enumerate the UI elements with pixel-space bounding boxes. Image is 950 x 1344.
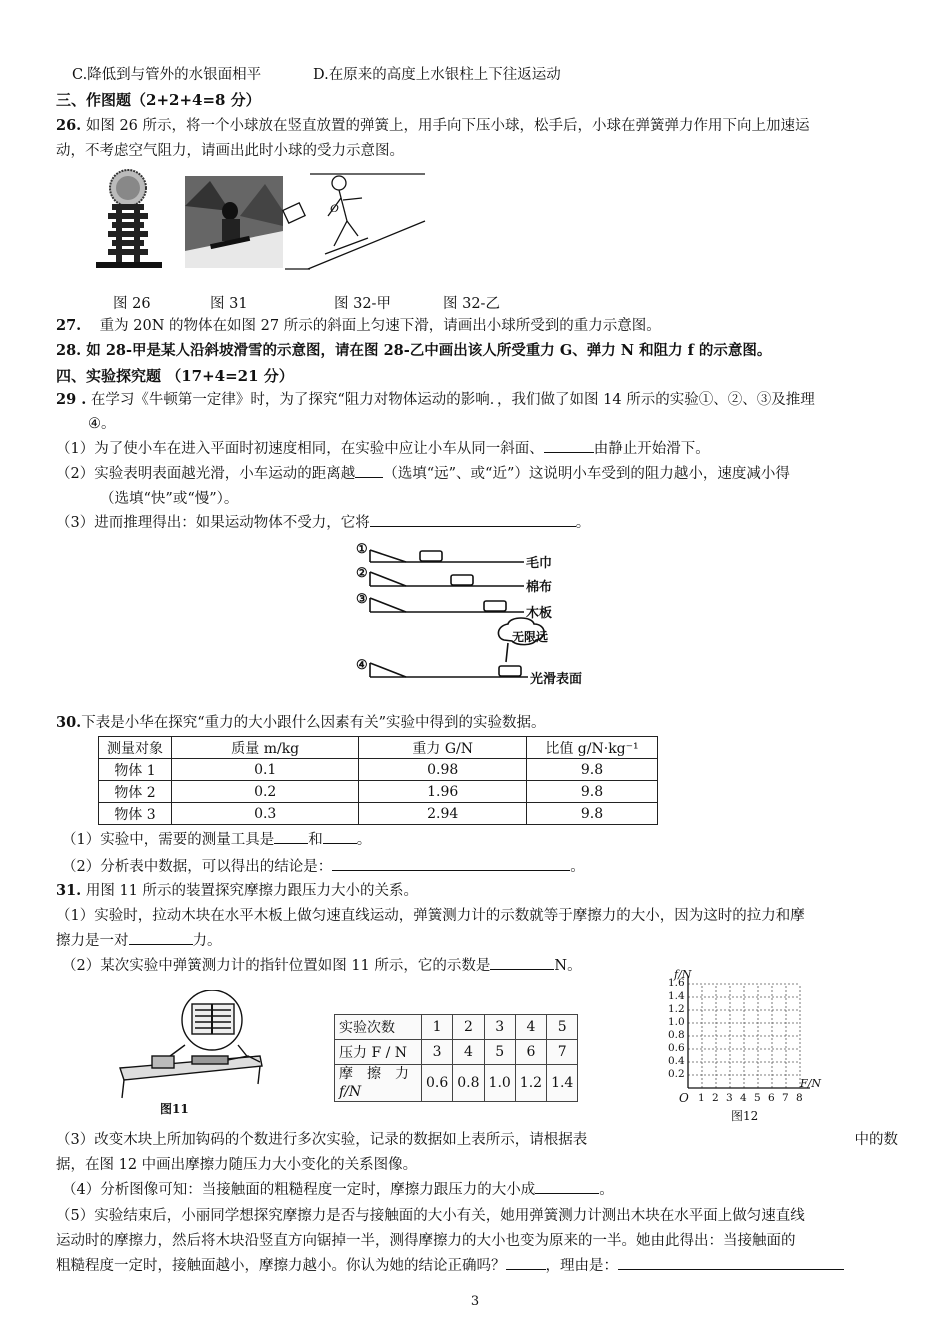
q31-part3-text: （3）改变木块上所加钩码的个数进行多次实验，记录的数据如上表所示，请根据表 (56, 1132, 588, 1148)
q30-intro (56, 712, 898, 734)
q31-part3-right: 中的数 (854, 1132, 898, 1148)
table-row (335, 1015, 578, 1040)
q31-part5-reason: ，理由是： (545, 1258, 618, 1274)
table-cell: 4 (515, 1015, 546, 1040)
q28-number: 28. (56, 342, 82, 359)
q31-blank-2[interactable] (490, 955, 554, 970)
table-cell: 物体 1 (99, 759, 172, 781)
table-cell: 3 (422, 1040, 453, 1065)
q30-blank-3[interactable] (332, 856, 570, 871)
q30-part1-tail: 。 (356, 832, 372, 848)
q29-text-1: 在学习《牛顿第一定律》时，为了探究“阻力对物体运动的影响．，我们做了如图 14 所示的实验①、②、③及推理 (90, 392, 815, 408)
table-cell: 3 (484, 1015, 515, 1040)
fig32-label-o: O (330, 201, 339, 215)
fig14-surface-1: 毛巾 (526, 556, 553, 571)
q28 (56, 340, 898, 362)
q26-line1 (56, 115, 898, 137)
header-cell: 质量 m/kg (172, 737, 359, 759)
q31-part1-line2 (56, 930, 898, 952)
caption-fig32a: 图 32-甲 (334, 296, 391, 312)
q29-part2-text: （2）实验表明表面越光滑，小车运动的距离越 (56, 466, 356, 482)
row-label-top: 摩 擦 力 (339, 1066, 409, 1082)
q29-part2-mid: （选填“远”、或“近”）这说明小车受到的阻力越小，速度减小得 (383, 466, 790, 482)
option-c: C.降低到与管外的水银面相平 (72, 67, 262, 83)
q31-part2-text: （2）某次实验中弹簧测力计的指针位置如图 11 所示，它的示数是 (62, 958, 491, 974)
caption-fig32b: 图 32-乙 (443, 296, 500, 312)
page-number: 3 (470, 1294, 480, 1309)
table-cell: 9.8 (527, 759, 658, 781)
fig14-mark-4: ④ (356, 658, 368, 673)
q29-part2-tail: （选填“快”或“慢”）。 (100, 491, 239, 507)
fig14-surface-4: 光滑表面 (530, 672, 583, 687)
row-label (335, 1065, 422, 1102)
q31-part3-line1 (56, 1129, 898, 1151)
q31-blank-3[interactable] (535, 1179, 599, 1194)
fig12-caption: 图12 (731, 1109, 759, 1123)
header-cell: 测量对象 (99, 737, 172, 759)
q30-part2-text: （2）分析表中数据，可以得出的结论是： (62, 859, 333, 875)
table-row (99, 803, 658, 825)
q31-part4-text: （4）分析图像可知：当接触面的粗糙程度一定时，摩擦力跟压力的大小成 (62, 1182, 536, 1198)
figures-26-31-32 (90, 166, 435, 278)
track-1 (370, 550, 524, 562)
table-cell: 1.2 (515, 1065, 546, 1102)
q30-part1-text: （1）实验中，需要的测量工具是 (62, 832, 275, 848)
y-tick-label: 0.8 (668, 1029, 685, 1041)
q27-text: 重为 20N 的物体在如图 27 所示的斜面上匀速下滑，请画出小球所受到的重力示意图。 (99, 318, 661, 334)
q30-blank-2[interactable] (323, 829, 357, 844)
fig11-apparatus (110, 990, 270, 1112)
q31-number: 31. (56, 882, 82, 899)
row-label: 压力 F / N (335, 1040, 422, 1065)
q29-part1 (56, 438, 898, 460)
table-cell: 1.4 (547, 1065, 578, 1102)
q30-part2 (62, 856, 898, 878)
q31-blank-1[interactable] (129, 930, 193, 945)
track-2 (370, 572, 524, 586)
table-row (99, 759, 658, 781)
table-cell: 6 (515, 1040, 546, 1065)
q31-intro (56, 880, 898, 902)
table-cell: 1.96 (359, 781, 527, 803)
q31-part1-tail: 力。 (192, 933, 222, 949)
q27-number: 27. (56, 317, 82, 334)
q31-part2-tail: N。 (554, 958, 582, 974)
q29-line2: ④。 (88, 416, 116, 432)
y-tick-label: 1.4 (668, 990, 685, 1002)
q26-number: 26. (56, 117, 82, 134)
table-cell: 1 (422, 1015, 453, 1040)
x-tick-label: 5 (754, 1092, 761, 1104)
x-tick-label: 7 (782, 1092, 789, 1104)
track-3 (370, 598, 524, 612)
q30-intro-text: 下表是小华在探究“重力的大小跟什么因素有关”实验中得到的实验数据。 (81, 715, 546, 731)
y-tick-label: 0.4 (668, 1055, 685, 1067)
q29-part3 (56, 512, 898, 534)
q29-blank-2[interactable] (355, 463, 383, 478)
x-tick-label: 4 (740, 1092, 747, 1104)
q30-part2-tail: 。 (570, 859, 585, 875)
gravity-data-table (98, 736, 658, 825)
caption-fig26: 图 26 (113, 296, 151, 312)
table-cell: 0.3 (172, 803, 359, 825)
table-cell: 0.98 (359, 759, 527, 781)
x-tick-label: 8 (796, 1092, 803, 1104)
table-cell: 5 (484, 1040, 515, 1065)
q29-part3-text: （3）进而推理得出：如果运动物体不受力，它将 (56, 515, 370, 531)
q31-part5-line2: 运动时的摩擦力，然后将木块沿竖直方向锯掉一半，测得摩擦力的大小也变为原来的一半。她由此得出：当接触面的 (56, 1233, 796, 1249)
table-cell: 9.8 (527, 803, 658, 825)
table-cell: 物体 2 (99, 781, 172, 803)
q31-part3-line2: 据，在图 12 中画出摩擦力随压力大小变化的关系图像。 (56, 1157, 418, 1173)
q31-part4 (62, 1179, 898, 1201)
table-cell: 4 (453, 1040, 484, 1065)
fig12-origin: O (679, 1091, 689, 1105)
table-cell: 7 (547, 1040, 578, 1065)
fig31-skier-photo (185, 176, 283, 268)
q31-blank-5[interactable] (618, 1255, 844, 1270)
fig14-mark-3: ③ (356, 592, 368, 607)
option-d: D.在原来的高度上水银柱上下往返运动 (313, 67, 561, 83)
fig14-surface-3: 木板 (526, 606, 553, 621)
q30-part1-and: 和 (308, 832, 323, 848)
q31-intro-text: 用图 11 所示的装置探究摩擦力跟压力大小的关系。 (85, 883, 419, 899)
q29-part3-tail: 。 (575, 515, 591, 531)
q29-blank-3[interactable] (370, 512, 576, 527)
section-3-title: 三、作图题（2+2+4=8 分） (56, 91, 261, 109)
fig32-skier-sketch (283, 174, 425, 269)
q29-blank-1[interactable] (544, 438, 594, 453)
q30-blank-1[interactable] (274, 829, 308, 844)
q31-part5-line1: （5）实验结束后，小丽同学想探究摩擦力是否与接触面的大小有关，她用弹簧测力计测出木块在水平面上做匀速直线 (56, 1208, 805, 1224)
table-cell: 5 (547, 1015, 578, 1040)
q31-part5-line3 (56, 1255, 898, 1277)
table-cell: 0.6 (422, 1065, 453, 1102)
q30-number: 30. (56, 714, 82, 731)
table-cell: 2.94 (359, 803, 527, 825)
fig11-caption: 图11 (160, 1102, 189, 1116)
q31-blank-4[interactable] (506, 1255, 546, 1270)
q31-part5-text: 粗糙程度一定时，接触面越小，摩擦力越小。你认为她的结论正确吗？ (56, 1258, 506, 1274)
table-row (335, 1040, 578, 1065)
y-tick-label: 1.0 (668, 1016, 685, 1028)
table-cell: 0.2 (172, 781, 359, 803)
section-4-title: 四、实验探究题 （17+4=21 分） (56, 367, 294, 385)
q29-number: 29 . (56, 391, 87, 408)
table-cell: 1.0 (484, 1065, 515, 1102)
table-cell: 0.1 (172, 759, 359, 781)
y-tick-label: 0.6 (668, 1042, 685, 1054)
q29-part1-text: （1）为了使小车在进入平面时初速度相同，在实验中应让小车从同一斜面、 (56, 441, 544, 457)
q29-part2 (56, 463, 898, 485)
y-tick-label: 1.6 (668, 977, 685, 989)
table-cell: 物体 3 (99, 803, 172, 825)
q29-line1 (56, 389, 898, 411)
q27 (56, 315, 898, 337)
fig14-bubble-text: 无限远 (512, 630, 549, 644)
caption-fig31: 图 31 (210, 296, 248, 312)
row-label: 实验次数 (335, 1015, 422, 1040)
friction-data-table (334, 1014, 578, 1102)
q31-part4-tail: 。 (599, 1182, 614, 1198)
q30-part1 (62, 829, 898, 851)
y-tick-label: 0.2 (668, 1068, 685, 1080)
table-cell: 2 (453, 1015, 484, 1040)
fig12-xlabel: F/N (800, 1077, 821, 1090)
fig14-surface-2: 棉布 (526, 580, 553, 595)
table-cell: 9.8 (527, 781, 658, 803)
table-cell: 0.8 (453, 1065, 484, 1102)
x-tick-label: 3 (726, 1092, 733, 1104)
q29-part1-tail: 由静止开始滑下。 (593, 441, 710, 457)
header-cell: 比值 g/N·kg⁻¹ (527, 737, 658, 759)
q31-part1-text: 擦力是一对 (56, 933, 129, 949)
fig12-ylabel: f/N (674, 968, 692, 981)
x-tick-label: 2 (712, 1092, 719, 1104)
header-cell: 重力 G/N (359, 737, 527, 759)
fig26-ball-spring (96, 170, 162, 268)
track-4 (370, 618, 544, 677)
row-label-unit: f/N (339, 1084, 362, 1100)
x-tick-label: 6 (768, 1092, 775, 1104)
y-tick-label: 1.2 (668, 1003, 685, 1015)
q26-text-1: 如图 26 所示，将一个小球放在竖直放置的弹簧上，用手向下压小球，松手后，小球在弹簧弹力作用下向上加速运 (85, 118, 810, 134)
fig14-mark-1: ① (356, 542, 368, 557)
q28-text: 如 28-甲是某人沿斜坡滑雪的示意图，请在图 28-乙中画出该人所受重力 G、弹力 N 和阻力 f 的示意图。 (86, 342, 772, 359)
q31-part1-line1: （1）实验时，拉动木块在水平木板上做匀速直线运动，弹簧测力计的示数就等于摩擦力的大小，因为这时的拉力和摩 (56, 908, 805, 924)
x-tick-label: 1 (698, 1092, 705, 1104)
table-row (335, 1065, 578, 1102)
q26-line2: 动，不考虑空气阻力，请画出此时小球的受力示意图。 (56, 143, 404, 159)
table-row (99, 781, 658, 803)
table-header-row (99, 737, 658, 759)
fig14-mark-2: ② (356, 566, 368, 581)
